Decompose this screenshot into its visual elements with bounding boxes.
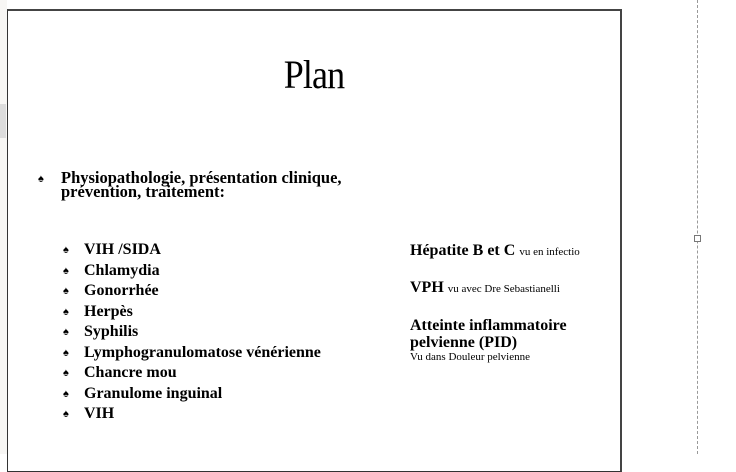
- note-hepatite-title: Hépatite B et C: [410, 242, 516, 259]
- slide-canvas[interactable]: [7, 9, 622, 472]
- note-vph-title: VPH: [410, 279, 444, 296]
- note-pid: [410, 317, 567, 363]
- spade-bullet-icon: ♠: [63, 367, 69, 379]
- list-item: [63, 322, 321, 343]
- spade-bullet-icon: ♠: [63, 264, 69, 277]
- list-item-text: Chlamydia: [84, 261, 160, 279]
- list-item-text: Gonorrhée: [84, 282, 159, 299]
- page-guide-line: [697, 0, 698, 454]
- note-hepatite: [410, 242, 580, 260]
- sti-list: [63, 240, 321, 425]
- list-item: [63, 404, 321, 425]
- spade-bullet-icon: ♠: [63, 387, 69, 400]
- spade-bullet-icon: ♠: [38, 173, 44, 185]
- spade-bullet-icon: ♠: [63, 326, 69, 338]
- note-vph: [410, 279, 560, 297]
- list-item-text: Chancre mou: [84, 364, 177, 381]
- resize-handle[interactable]: [694, 235, 701, 242]
- list-item-text: VIH /SIDA: [84, 241, 161, 258]
- note-vph-detail: vu avec Dre Sebastianelli: [447, 283, 560, 295]
- spade-bullet-icon: ♠: [63, 285, 69, 297]
- list-item: [63, 384, 321, 405]
- note-hepatite-detail: vu en infectio: [519, 246, 580, 258]
- list-item-text: Herpès: [84, 302, 133, 320]
- spade-bullet-icon: ♠: [63, 346, 69, 359]
- panel-collapse-tab[interactable]: [0, 104, 6, 138]
- list-item: [63, 302, 321, 323]
- spade-bullet-icon: ♠: [63, 305, 69, 318]
- list-item-text: Syphilis: [84, 323, 139, 340]
- main-bullet-text: Physiopathologie, présentation clinique, prévention, traitement:: [61, 168, 342, 201]
- note-pid-detail: Vu dans Douleur pelvienne: [410, 351, 531, 363]
- list-item-text: Lymphogranulomatose vénérienne: [84, 343, 321, 361]
- spade-bullet-icon: ♠: [63, 244, 69, 256]
- slide-title: Plan: [283, 52, 345, 97]
- spade-bullet-icon: ♠: [63, 408, 69, 420]
- left-panel-edge: [0, 0, 7, 454]
- list-item: [63, 281, 321, 302]
- list-item: [63, 261, 321, 282]
- note-pid-title-line2: pelvienne (PID): [410, 334, 518, 351]
- list-item: [63, 343, 321, 364]
- list-item-text: VIH: [84, 405, 115, 422]
- list-item-text: Granulome inguinal: [84, 384, 223, 402]
- list-item: [63, 363, 321, 384]
- main-bullet-item: [38, 168, 381, 201]
- note-pid-title-line1: Atteinte inflammatoire: [410, 317, 567, 334]
- list-item: [63, 240, 321, 261]
